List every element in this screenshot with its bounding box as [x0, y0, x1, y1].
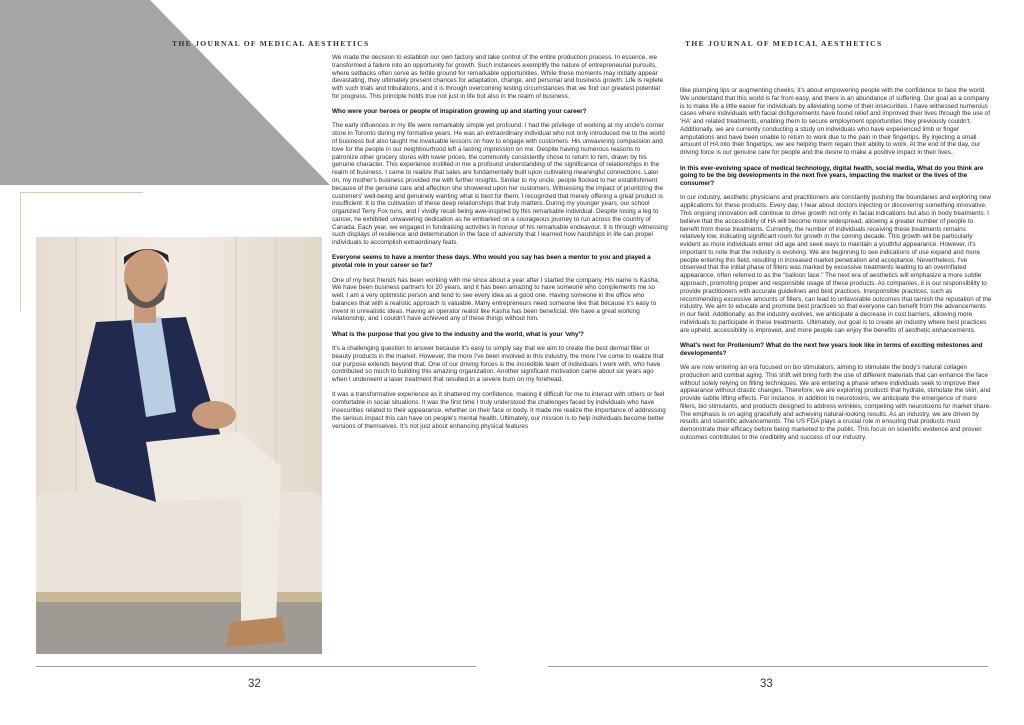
right-paragraph-2: In our industry, aesthetic physicians and practitioners are constantly pushing the boundaries and exploring new applications for these products. Every day, I hear about doctors injecting or discovering something innovative. This ongoing innovation will continue to drive growth not only in facial indications but also in body treatments. I believe that the accessibility of HA will become more widespread, allowing a greater number of people to benefit from these treatments. Currently, the number of individuals receiving these treatments remains relatively low, indicating significant room for growth in the coming decade. This growth will be particularly evident as more individuals enter old age and seek ways to maintain a youthful appearance. However, it's important to note that the industry is evolving. We are beginning to see indications of use expand and more people entering this field, resulting in increased market penetration and acceptance. Nevertheless, I've observed that the initial phase of fillers was marked by excessive treatments leading to an overinflated appearance, often referred to as the "balloon face." The next era of aesthetics will emphasize a more subtle approach, promoting proper and responsible usage of these products. As companies, it is our responsibility to provide practitioners with accurate guidelines and best practices. Irresponsible practices, such as recommending excessive amounts of fillers, can lead to unfavorable outcomes that tarnish the reputation of the industry. We aim to educate and promote best practices so that everyone can benefit from the advancements in our field. Additionally, as the industry evolves, we anticipate a decrease in cost barriers, allowing more individuals to participate in these treatments. Ultimately, our goal is to create an industry where best practices are upheld, accessibility is improved, and more people can enjoy the benefits of aesthetic enhancements. — [680, 194, 992, 334]
left-paragraph-2: The early influences in my life were remarkably simple yet profound. I had the privilege of working at my uncle's corner store in Toronto during my formative years. He was an extraordinary individual who not only introduced me to the world of business but also taught me invaluable lessons on how to engage with customers. His unwavering compassion and love for the people in our neighbourhood left a lasting impression on me. Despite having numerous reasons to patronize other grocery stores with lower prices, the community consistently chose to return to him, drawn by his genuine character. This experience instilled in me a profound understanding of the significance of relationships in the realm of business. I came to realize that sales are fundamentally built upon cultivating meaningful connections. Later on, my mother's business provided me with further insights. Similar to my uncle, people flocked to her establishment because of the genuine care and affection she showered upon her customers. Witnessing the impact of prioritizing the customers' well-being and genuinely wanting what is best for them, I recognized that merely offering a great product is insufficient. It is the cultivation of these deep relationships that truly matters. During my younger years, our school organized Terry Fox runs, and I vividly recall being awe-inspired by this remarkable individual. Despite losing a leg to cancer, he exhibited unwavering dedication as he embarked on a courageous journey to run across the country of Canada. Each year, we engaged in fundraising activities in honour of his remarkable endeavour. It is through witnessing such displays of resilience and determination in the face of adversity that I learned how hardships in life can propel individuals to accomplish extraordinary feats. — [332, 122, 668, 247]
right-paragraph-3: We are now entering an era focused on bio stimulators, aiming to stimulate the body's natural collagen production and combat aging. This shift will bring forth the use of different materials that can enhance the face without solely relying on filling techniques. We are entering a phase where individuals seek to improve their appearance without drastic changes. Therefore, we are exploring products that hydrate, stimulate the skin, and provide subtle lifting effects. For instance, in addition to neurotoxins, we anticipate the emergence of more fillers, bio stimulants, and products designed to address wrinkles, competing with neurotoxins for market share. The emphasis is on aging gracefully and achieving natural-looking results. As an industry, we are driven by results and scientific advancements. The US FDA plays a crucial role in ensuring that products must demonstrate their efficacy before being marketed to the public. This focus on scientific evidence and proven outcomes contributes to the credibility and success of our industry. — [680, 364, 991, 442]
hands — [192, 401, 236, 429]
left-question-2: Everyone seems to have a mentor these days. Who would you say has been a mentor to you and played a pivotal role in your career so far? — [332, 254, 651, 270]
right-paragraph-1: llike plumping lips or augmenting cheeks; it's about empowering people with the confidence to face the world. We understand that this world is far from easy, and there is an abundance of suffering. Our goal as a company is to make life a little easier for individuals by alleviating some of their insecurities. I have witnessed numerous cases where individuals with facial disfigurements have found relief and improved their lives through the use of 'HA' and related treatments, enabling them to secure employment opportunities they previously couldn't. Additionally, we are currently conducting a study on individuals who have experienced limb or finger amputations and have been unable to return to work due to the pain in their fingertips. By injecting a small amount of HA into their fingertips, we are helping them regain their ability to work. At the end of the day, our driving force is our genuine care for people and the desire to make a positive impact in their lives.. — [680, 87, 990, 157]
decorative-triangle — [0, 0, 330, 185]
footer-rule-right — [548, 666, 988, 667]
left-question-3: What is the purpose that you give to the industry and the world, what is your 'why'? — [332, 330, 584, 338]
frame-line-vertical — [20, 192, 21, 312]
triangle-shape — [0, 0, 330, 185]
left-paragraph-4: It's a challenging question to answer because it's easy to simply say that we aim to create the best dermal filler or beauty products in the market. However, the more I've been involved in this industry, the more I've come to realize that our purpose extends beyond that. One of our driving forces is the incredible team of individuals I work with, who have contributed so much to building this amazing organization. Another significant motivation came about six years ago when I underwent a laser treatment that resulted in a severe burn on my forehead. — [332, 345, 664, 384]
right-text-column — [680, 87, 992, 652]
page-number-left: 32 — [248, 678, 261, 690]
running-head-left: THE JOURNAL OF MEDICAL AESTHETICS — [172, 39, 370, 48]
running-head-right: THE JOURNAL OF MEDICAL AESTHETICS — [685, 39, 883, 48]
sofa-frame — [36, 592, 322, 602]
left-text-column — [332, 54, 668, 654]
left-paragraph-3: One of my best friends has been working with me since about a year after I started the company. His name is Kasha. We have been business partners for 20 years, and it has been amazing to have someone who complements me so well. I am a very optimistic person and tend to see every idea as a good one. Having someone in the office who balances that with a realistic approach is valuable. Many entrepreneurs need someone like that because it's easy to invest in unrealistic ideas. Having an operator realist like Kasha has been beneficial. We have a great working relationship, and I couldn't have achieved any of these things without him. — [332, 276, 660, 323]
portrait-photo — [36, 237, 322, 654]
footer-rule-left — [36, 666, 476, 667]
page-number-right: 33 — [760, 678, 773, 690]
right-question-2: What's next for Prollenium? What do the next few years look like in terms of exciting milestones and developments? — [680, 341, 983, 357]
left-paragraph-1: We made the decision to establish our own factory and take control of the entire production process. In essence, we transformed a failure into an opportunity for growth. Such instances exemplify the nature of entrepreneurial pursuits, where setbacks often serve as fertile ground for remarkable opportunities. While these moments may initially appear devastating, they ultimately present chances for adaptation, change, and personal and business growth. Life is replete with such trials and tribulations, and it is through overcoming testing circumstances that we find our greatest potential for progress. This principle holds true not just in life but also in the realm of business. — [332, 54, 664, 100]
right-question-1: In this ever-evolving space of medical technology, digital health, social media, What do you think are going to be the big developments in the next five years, impacting the market or the lives of the consumer? — [680, 164, 984, 188]
left-paragraph-5: It was a transformative experience as it shattered my confidence, making it difficult for me to interact with others or feel comfortable in social situations. It was the first time I truly understood the challenges faced by individuals who have insecurities related to their appearance, whether on their face or body. It made me realize the importance of addressing the serious impact this can have on people's mental health. Ultimately, our mission is to help individuals become better versions of themselves. It's not just about enhancing physical features — [332, 391, 666, 430]
left-question-1: Who were your heroes or people of inspiration growing up and starting your career? — [332, 108, 587, 116]
frame-line-horizontal — [20, 192, 143, 193]
